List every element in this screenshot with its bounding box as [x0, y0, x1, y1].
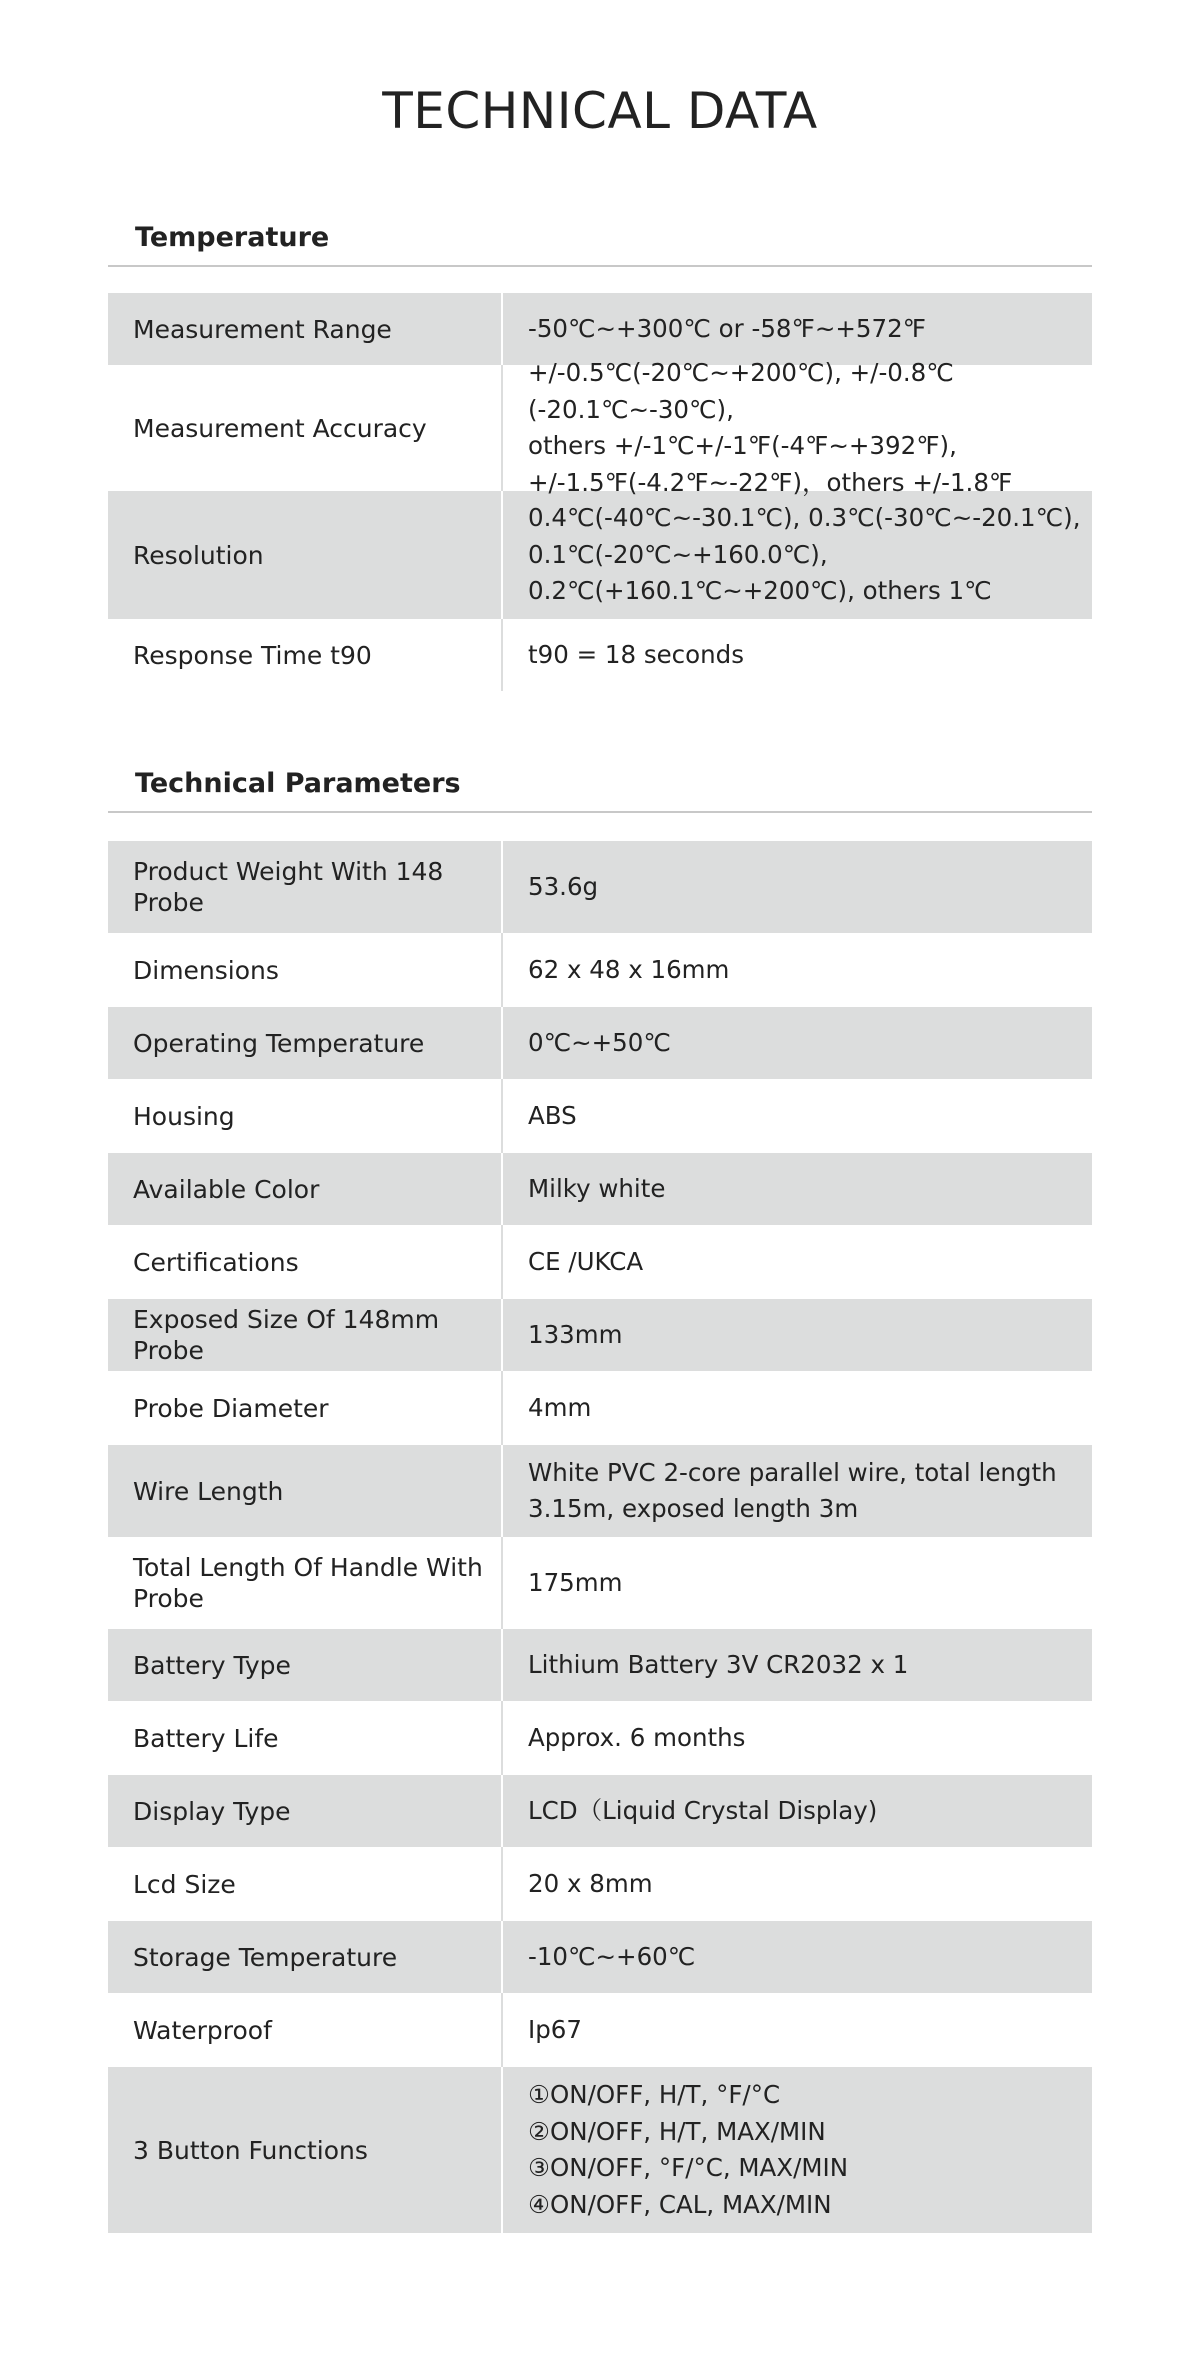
spec-label: Response Time t90: [108, 619, 503, 691]
spec-label: Product Weight With 148 Probe: [108, 841, 503, 933]
spec-label: Operating Temperature: [108, 1007, 503, 1079]
spec-value-line: -50℃~+300℃ or -58℉~+572℉: [528, 313, 926, 343]
spec-value-line: 133mm: [528, 1319, 623, 1349]
spec-row-display-type: [108, 1775, 1092, 1847]
spec-row-response-time-t90: [108, 619, 1092, 691]
spec-row-resolution: [108, 491, 1092, 619]
spec-label: Resolution: [108, 491, 503, 619]
spec-row-waterproof: [108, 1993, 1092, 2067]
spec-value-line: CE /UKCA: [528, 1246, 644, 1276]
spec-row-battery-life: [108, 1701, 1092, 1775]
spec-value-line: +/-0.5℃(-20℃~+200℃), +/-0.8℃(-20.1℃~-30℃),: [528, 358, 954, 424]
spec-value-line: 62 x 48 x 16mm: [528, 954, 730, 984]
spec-value-line: -10℃~+60℃: [528, 1941, 696, 1971]
spec-label: 3 Button Functions: [108, 2067, 503, 2233]
spec-value: [503, 1629, 1092, 1701]
spec-value-line: Milky white: [528, 1173, 666, 1203]
spec-value: [503, 2067, 1092, 2233]
spec-row-measurement-accuracy: [108, 358, 1092, 497]
spec-row-available-color: [108, 1153, 1092, 1225]
spec-value: [503, 841, 1092, 933]
spec-value-line: 4mm: [528, 1392, 592, 1422]
spec-value: [503, 1153, 1092, 1225]
spec-value: [503, 1445, 1092, 1537]
spec-row-product-weight-with-148-probe: [108, 841, 1092, 933]
section-heading-temperature: Temperature: [135, 222, 330, 253]
spec-label: Waterproof: [108, 1993, 503, 2067]
spec-row-dimensions: [108, 933, 1092, 1007]
spec-value: [503, 1537, 1092, 1629]
spec-row-storage-temperature: [108, 1921, 1092, 1993]
spec-label: Battery Type: [108, 1629, 503, 1701]
spec-value-line: White PVC 2-core parallel wire, total length: [528, 1457, 1057, 1487]
spec-value: [503, 1225, 1092, 1299]
spec-value: [503, 1701, 1092, 1775]
spec-value-line: 0℃~+50℃: [528, 1027, 671, 1057]
spec-value-line: 175mm: [528, 1567, 623, 1597]
technical-parameters-table: [108, 841, 1092, 2233]
spec-value-line: 0.1℃(-20℃~+160.0℃),: [528, 539, 828, 569]
spec-value-line: 20 x 8mm: [528, 1868, 653, 1898]
spec-label: Certifications: [108, 1225, 503, 1299]
spec-row-probe-diameter: [108, 1371, 1092, 1445]
spec-value: [503, 1847, 1092, 1921]
spec-row-3-button-functions: [108, 2067, 1092, 2233]
spec-row-wire-length: [108, 1445, 1092, 1537]
spec-label: Battery Life: [108, 1701, 503, 1775]
section-heading-technical-parameters: Technical Parameters: [135, 768, 461, 799]
spec-row-certifications: [108, 1225, 1092, 1299]
spec-label: Housing: [108, 1079, 503, 1153]
spec-row-exposed-size-of-148mm-probe: [108, 1299, 1092, 1371]
spec-value: [503, 619, 1092, 691]
spec-value-line: ④ON/OFF, CAL, MAX/MIN: [528, 2189, 832, 2219]
spec-value: [503, 1775, 1092, 1847]
spec-value-line: Approx. 6 months: [528, 1722, 746, 1752]
spec-value: [503, 358, 1092, 497]
spec-value-line: 53.6g: [528, 871, 599, 901]
spec-value-line: ①ON/OFF, H/T, °F/°C: [528, 2080, 781, 2109]
spec-row-total-length-of-handle-with-probe: [108, 1537, 1092, 1629]
spec-value: [503, 933, 1092, 1007]
spec-value: [503, 1921, 1092, 1993]
spec-value-line: t90 = 18 seconds: [528, 639, 744, 669]
spec-value-line: 0.2℃(+160.1℃~+200℃), others 1℃: [528, 576, 992, 606]
spec-value: [503, 1079, 1092, 1153]
spec-label: Storage Temperature: [108, 1921, 503, 1993]
page-title: TECHNICAL DATA: [382, 82, 818, 140]
spec-value-line: 3.15m, exposed length 3m: [528, 1494, 859, 1523]
spec-label: Probe Diameter: [108, 1371, 503, 1445]
spec-value: [503, 491, 1092, 619]
spec-label: Available Color: [108, 1153, 503, 1225]
spec-value-line: Ip67: [528, 2014, 582, 2044]
temperature-table: [108, 293, 1092, 691]
spec-value-line: +/-1.5℉(-4.2℉~-22℉)，others +/-1.8℉: [528, 467, 1013, 497]
spec-value: [503, 1993, 1092, 2067]
spec-label: Display Type: [108, 1775, 503, 1847]
spec-value-line: ②ON/OFF, H/T, MAX/MIN: [528, 2116, 826, 2146]
section-divider: [108, 265, 1092, 267]
spec-label: Dimensions: [108, 933, 503, 1007]
spec-value: [503, 1007, 1092, 1079]
spec-label: Measurement Range: [108, 293, 503, 365]
spec-value: [503, 1299, 1092, 1371]
spec-label: Lcd Size: [108, 1847, 503, 1921]
spec-value-line: ③ON/OFF, °F/°C, MAX/MIN: [528, 2153, 849, 2182]
spec-label: Total Length Of Handle With Probe: [108, 1537, 503, 1629]
section-divider: [108, 811, 1092, 813]
spec-value-line: Lithium Battery 3V CR2032 x 1: [528, 1649, 909, 1679]
spec-value: [503, 1371, 1092, 1445]
spec-row-housing: [108, 1079, 1092, 1153]
spec-label: Wire Length: [108, 1445, 503, 1537]
spec-label: Exposed Size Of 148mm Probe: [108, 1299, 503, 1371]
spec-row-operating-temperature: [108, 1007, 1092, 1079]
spec-value-line: ABS: [528, 1100, 577, 1130]
spec-row-lcd-size: [108, 1847, 1092, 1921]
spec-label: Measurement Accuracy: [108, 365, 503, 491]
spec-row-battery-type: [108, 1629, 1092, 1701]
spec-value-line: 0.4℃(-40℃~-30.1℃), 0.3℃(-30℃~-20.1℃),: [528, 503, 1081, 533]
spec-value-line: LCD（Liquid Crystal Display): [528, 1795, 878, 1825]
spec-value-line: others +/-1℃+/-1℉(-4℉~+392℉),: [528, 431, 957, 460]
